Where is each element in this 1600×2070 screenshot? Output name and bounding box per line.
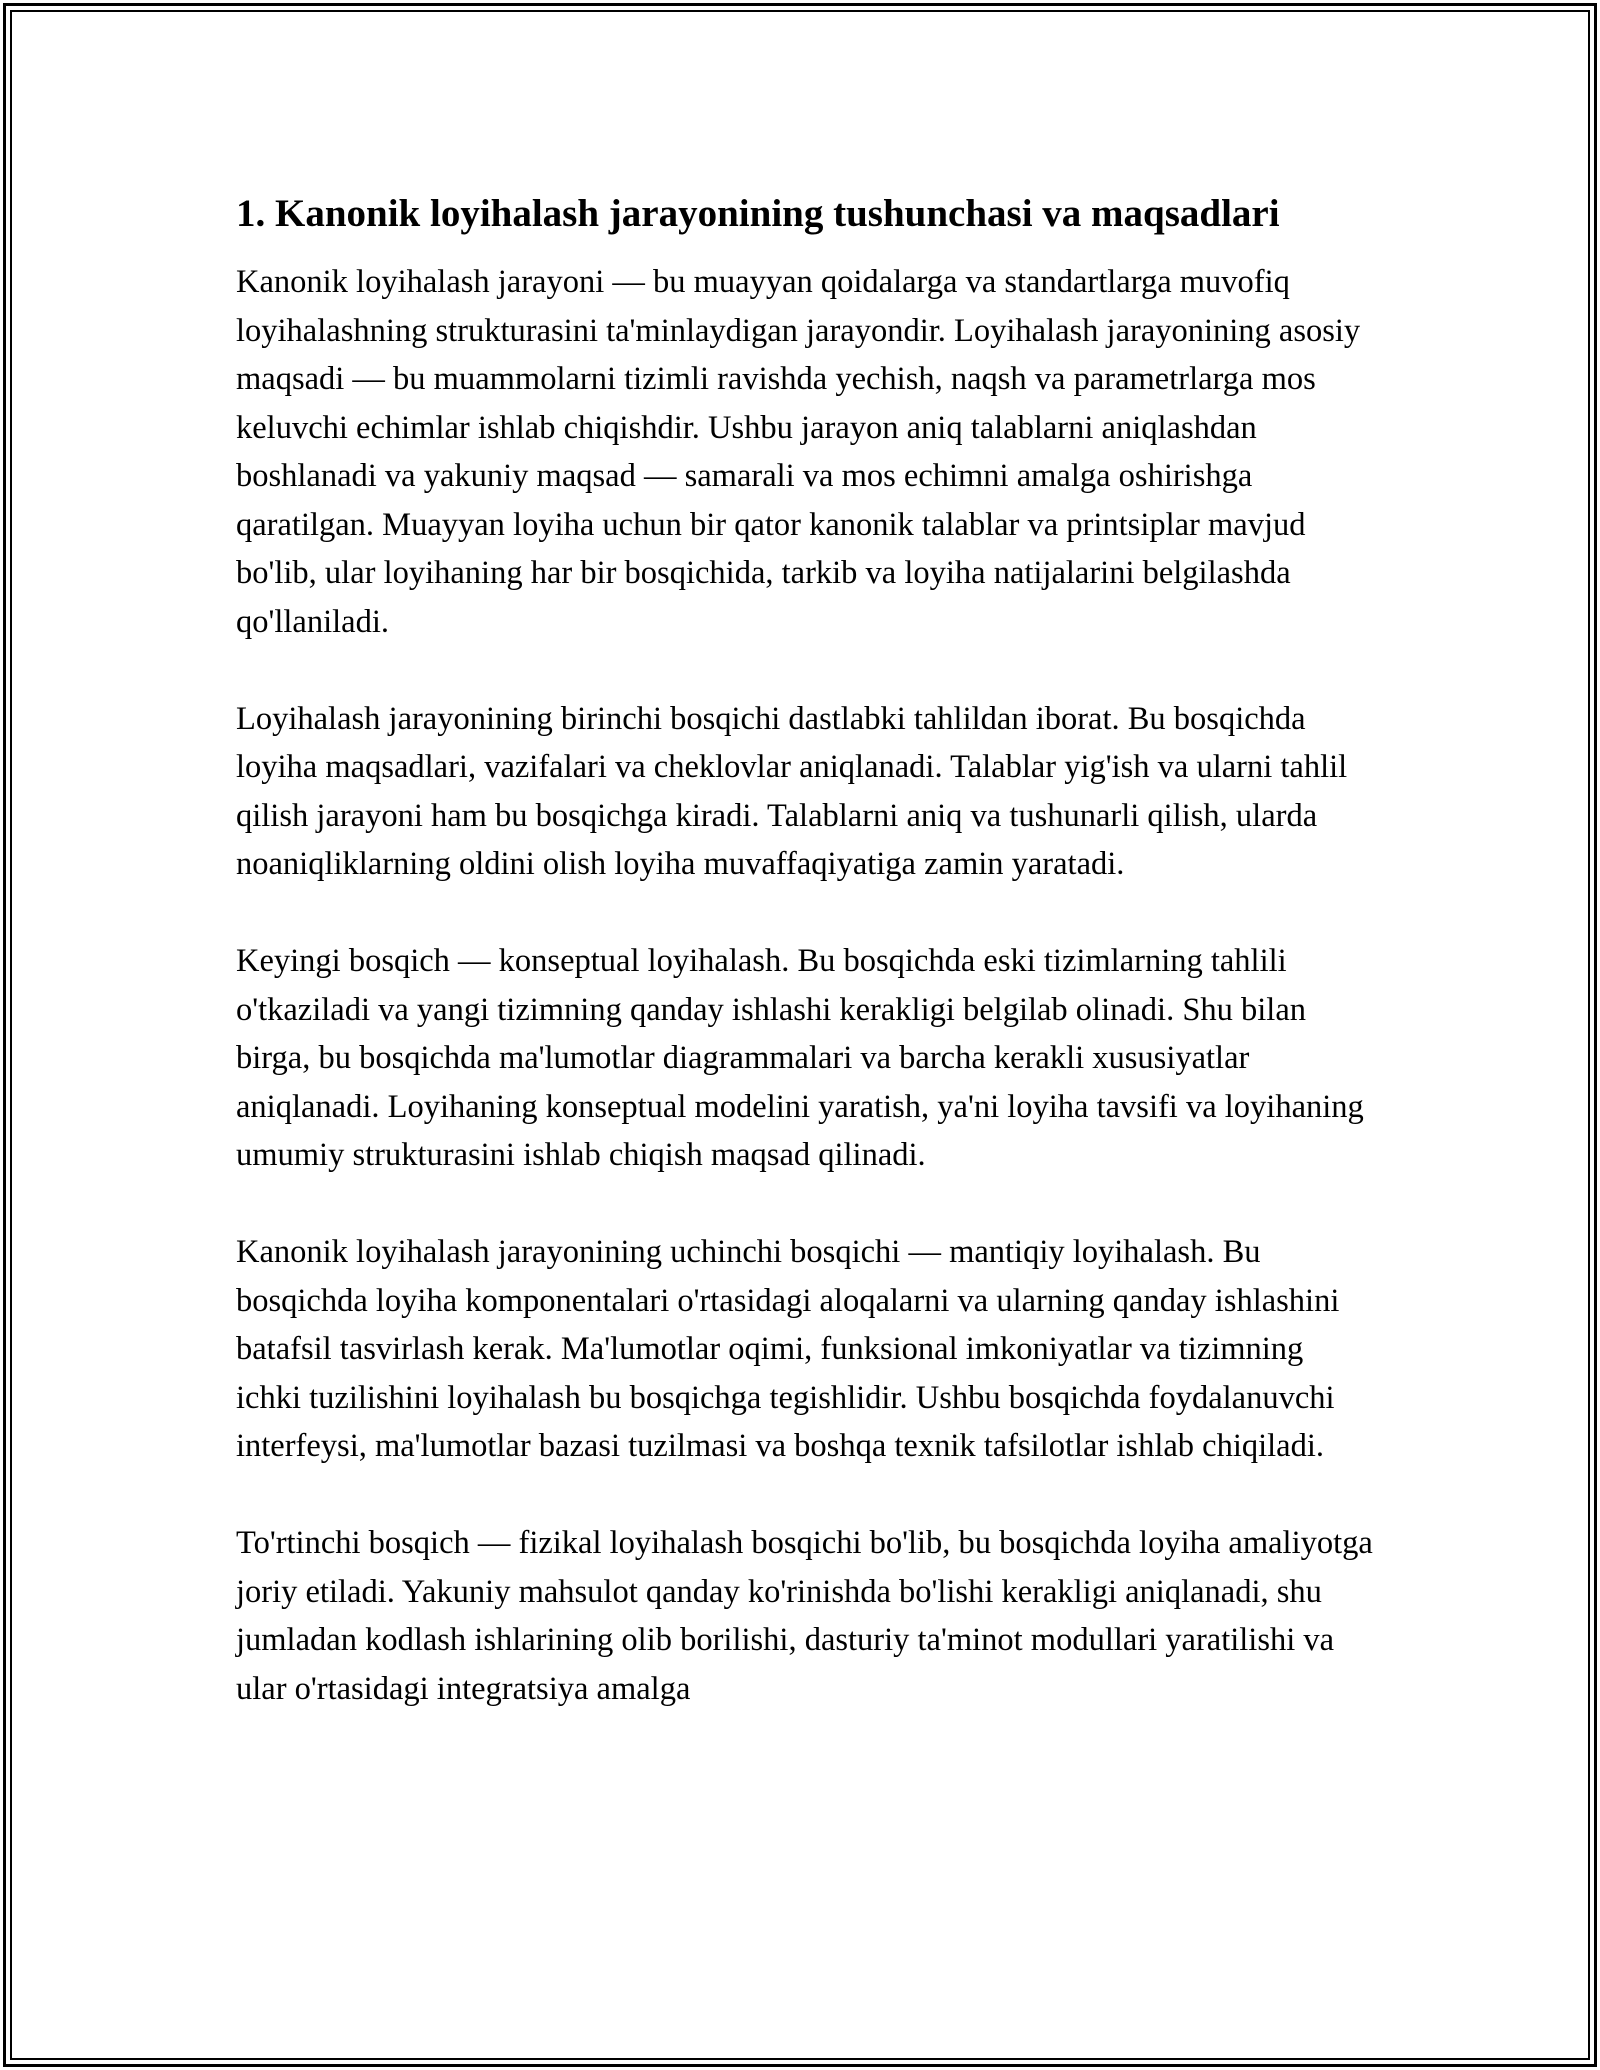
document-body (236, 188, 1376, 1713)
paragraph-stage-2: Keyingi bosqich — konseptual loyihalash. Bu bosqichda eski tizimlarning tahlili o'tkaziladi va yangi tizimning qanday ishlashi kerakligi belgilab olinadi. Shu bilan birga, bu bosqichda ma'lumotlar diagrammalari va barcha kerakli xususiyatlar aniqlanadi. Loyihaning konseptual modelini yaratish, ya'ni loyiha tavsifi va loyihaning umumiy strukturasini ishlab chiqish maqsad qilinadi. (236, 943, 1364, 1173)
paragraph-intro: Kanonik loyihalash jarayoni — bu muayyan qoidalarga va standartlarga muvofiq loyihalashning strukturasini ta'minlaydigan jarayondir. Loyihalash jarayonining asosiy maqsadi — bu muammolarni tizimli ravishda yechish, naqsh va parametrlarga mos keluvchi echimlar ishlab chiqishdir. Ushbu jarayon aniq talablarni aniqlashdan boshlanadi va yakuniy maqsad — samarali va mos echimni amalga oshirishga qaratilgan. Muayyan loyiha uchun bir qator kanonik talablar va printsiplar mavjud bo'lib, ular loyihaning har bir bosqichida, tarkib va loyiha natijalarini belgilashda qo'llaniladi. (236, 264, 1361, 640)
section-heading: 1. Kanonik loyihalash jarayonining tushunchasi va maqsadlari (236, 192, 1280, 235)
paragraph-stage-3: Kanonik loyihalash jarayonining uchinchi bosqichi — mantiqiy loyihalash. Bu bosqichda loyiha komponentalari o'rtasidagi aloqalarni va ularning qanday ishlashini batafsil tasvirlash kerak. Ma'lumotlar oqimi, funksional imkoniyatlar va tizimning ichki tuzilishini loyihalash bu bosqichga tegishlidir. Ushbu bosqichda foydalanuvchi interfeysi, ma'lumotlar bazasi tuzilmasi va boshqa texnik tafsilotlar ishlab chiqiladi. (236, 1234, 1340, 1464)
paragraph-stage-4: To'rtinchi bosqich — fizikal loyihalash bosqichi bo'lib, bu bosqichda loyiha amaliyotga joriy etiladi. Yakuniy mahsulot qanday ko'rinishda bo'lishi kerakligi aniqlanadi, shu jumladan kodlash ishlarining olib borilishi, dasturiy ta'minot modullari yaratilishi va ular o'rtasidagi integratsiya amalga (236, 1525, 1373, 1707)
paragraph-stage-1: Loyihalash jarayonining birinchi bosqichi dastlabki tahlildan iborat. Bu bosqichda loyiha maqsadlari, vazifalari va cheklovlar aniqlanadi. Talablar yig'ish va ularni tahlil qilish jarayoni ham bu bosqichga kiradi. Talablarni aniq va tushunarli qilish, ularda noaniqliklarning oldini olish loyiha muvaffaqiyatiga zamin yaratadi. (236, 700, 1348, 882)
